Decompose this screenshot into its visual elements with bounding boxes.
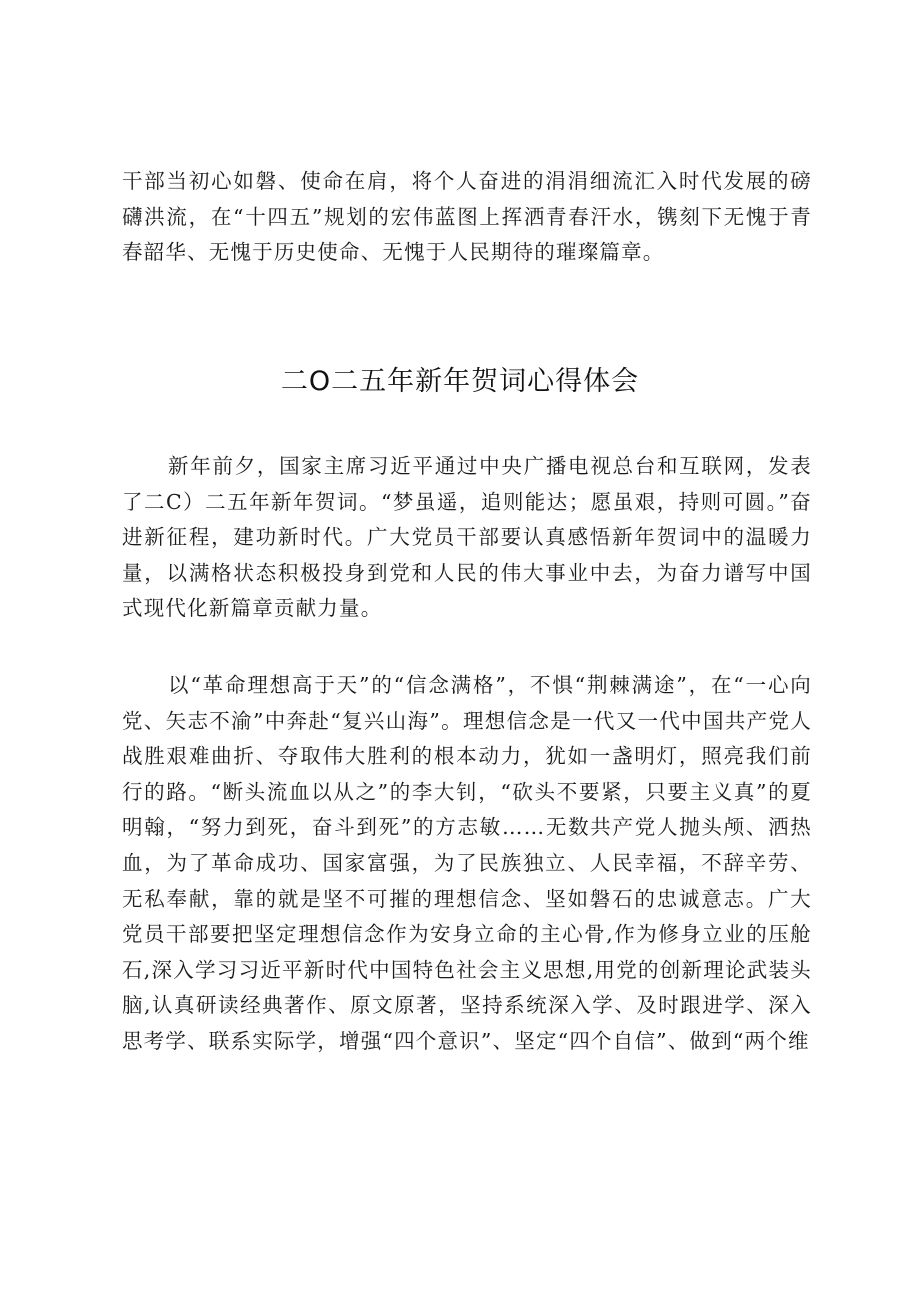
continuation-paragraph: 干部当初心如磐、使命在肩，将个人奋进的涓涓细流汇入时代发展的磅礴洪流，在“十四五”规划的宏伟蓝图上挥洒青春汗水，镌刻下无愧于青春韶华、无愧于历史使命、无愧于人民期待的璀璨篇章。 xyxy=(122,169,812,265)
body-paragraph-1: 新年前夕，国家主席习近平通过中央广播电视总台和互联网，发表了二C）二五年新年贺词。“梦虽遥，追则能达；愿虽艰，持则可圆。”奋进新征程，建功新时代。广大党员干部要认真感悟新年贺词中的温暖力量，以满格状态积极投身到党和人民的伟大事业中去，为奋力谱写中国式现代化新篇章贡献力量。 xyxy=(122,454,812,621)
body-paragraph-2: 以“革命理想高于天”的“信念满格”，不惧“荆棘满途”，在“一心向党、矢志不渝”中奔赴“复兴山海”。理想信念是一代又一代中国共产党人战胜艰难曲折、夺取伟大胜利的根本动力，犹如一盏明灯，照亮我们前行的路。“断头流血以从之”的李大钊，“砍头不要紧，只要主义真”的夏明翰，“努力到死，奋斗到死”的方志敏……无数共产党人抛头颅、洒热血，为了革命成功、国家富强，为了民族独立、人民幸福，不辞辛劳、无私奉献，靠的就是坚不可摧的理想信念、坚如磐石的忠诚意志。广大党员干部要把坚定理想信念作为安身立命的主心骨,作为修身立业的压舱石,深入学习习近平新时代中国特色社会主义思想,用党的创新理论武装头脑,认真研读经典著作、原文原著，坚持系统深入学、及时跟进学、深入思考学、联系实际学，增强“四个意识”、坚定“四个自信”、做到“两个维 xyxy=(122,673,812,1053)
document-title: 二O二五年新年贺词心得体会 xyxy=(280,366,640,397)
